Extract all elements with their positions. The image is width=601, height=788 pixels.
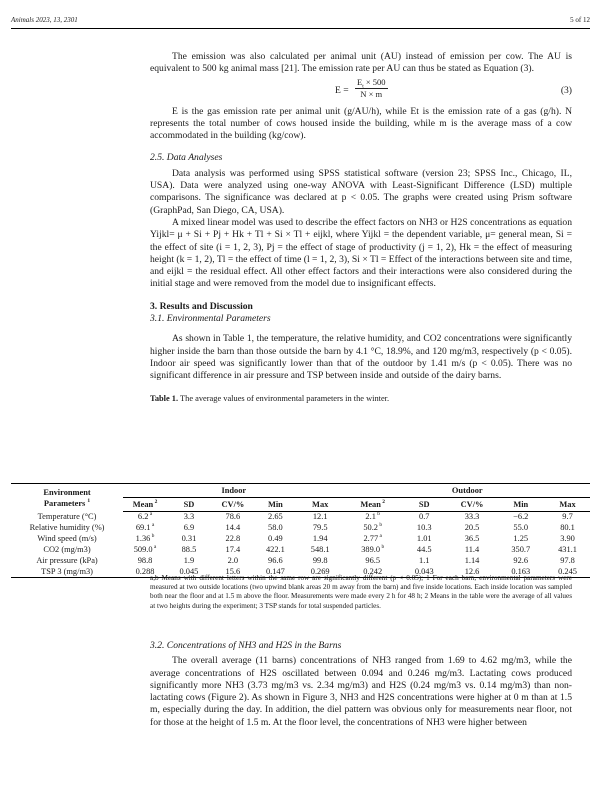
table-row [11,512,590,523]
page-number: 5 of 12 [570,16,590,24]
table-cell: 22.8 [225,534,241,543]
paragraph-data-analysis: Data analysis was performed using SPSS statistical software (version 23; SPSS Inc., Chicago, IL, USA). Data were analyzed using one-way ANOVA with Least-Significant Difference (LSD) multiple comparisons. The significance was declared at p < 0.05. The graphs were created using Prism software (GraphPad, San Diego, CA, USA). [150,167,572,216]
table-cell: 389.0 $^b$ [361,544,385,554]
table-cell: 36.5 [464,534,480,543]
table-cell: 0.269 [310,566,330,576]
section-2-5-heading: 2.5. Data Analyses [150,152,223,164]
table-cell: 10.3 [416,523,432,532]
table-cell: 1.25 [513,534,529,543]
table-col-header: Mean $^2$ [123,498,167,512]
table-1-caption: Table 1. The average values of environmental parameters in the winter. [150,393,390,403]
table-cell: 2.0 [227,556,239,565]
table-cell: 350.7 [511,545,531,554]
table-cell: 99.8 [312,556,328,565]
table-param-header: Environment Parameters $^1$ [43,487,91,508]
table-cell: 55.0 [513,523,529,532]
table-cell: 79.5 [312,523,328,532]
table-cell: 3.3 [183,512,195,522]
table-cell: 80.1 [560,523,575,532]
table-cell: 17.4 [225,545,241,554]
equation-lhs: E = [335,84,349,96]
table-col-header: Max [296,498,345,512]
paragraph-environment: As shown in Table 1, the temperature, the relative humidity, and CO2 concentrations were significantly higher inside the barn than those outside the barn by 4.1 °C, 18.9%, and 120 mg/m3, respectively (p < 0.05). Indoor air speed was significantly lower than that of the outdoor by 1.41 m/s (p < 0.05). There was no significant difference in air pressure and TSP between inside and outside of the dairy barns. [150,333,572,382]
table-cell: 0.245 [558,566,577,576]
table-row [11,545,590,556]
table-cell: 78.6 [225,512,241,522]
journal-citation: Animals 2023, 13, 2301 [11,16,78,24]
table-cell: 0.7 [419,512,430,522]
table-cell: 1.94 [312,534,328,543]
table-param-cell: Temperature (°C) [37,512,97,521]
table-cell: 44.5 [416,545,432,554]
table-cell: 96.6 [268,556,283,565]
table-cell: 58.0 [268,523,283,532]
table-cell: 15.6 [225,566,241,576]
table-cell: 1.14 [464,556,480,565]
table-cell: 548.1 [310,545,330,554]
table-col-header: Mean $^2$ [345,498,401,512]
table-cell: 0.045 [179,566,199,576]
table-outdoor-header: Outdoor [451,485,483,495]
table-cell: 88.5 [181,545,197,554]
running-header [11,14,590,29]
table-cell: 1.9 [183,556,195,565]
table-cell: 20.5 [464,523,480,532]
table-cell: 0.147 [265,566,285,576]
table-col-header: SD [401,498,448,512]
table-cell: 96.5 [365,556,381,565]
paragraph-au: The emission was also calculated per animal unit (AU) instead of emission per cow. The AU is equivalent to 500 kg animal mass [21]. The emission rate per AU can thus be stated as Equation (3). [150,51,572,75]
section-3-2-heading: 3.2. Concentrations of NH3 and H2S in the Barns [150,640,342,651]
table-col-header: Min [496,498,545,512]
table-cell: 33.3 [464,512,480,522]
table-cell: 97.8 [560,556,575,565]
table-cell: 2.65 [268,512,283,522]
table-cell: 92.6 [513,556,529,565]
table-cell: 69.1 $^a$ [135,522,155,532]
table-cell: 11.4 [464,545,480,554]
table-cell: 3.90 [560,534,575,543]
table-row [11,556,590,567]
table-cell: −6.2 [513,512,529,522]
table-cell: 0.242 [363,566,383,576]
table-row [11,534,590,545]
table-cell: 422.1 [265,545,285,554]
equation-number: (3) [560,84,572,96]
table-cell: 9.7 [562,512,573,522]
paragraph-e-definition: E is the gas emission rate per animal unit (g/AU/h), while Et is the emission rate of a gas (g/h). N represents the total number of cows housed inside the building, while m is the average mass of a cow accommodated in the building (kg/cow). [150,105,572,142]
table-param-cell: Relative humidity (%) [29,523,105,532]
table-param-cell: Air pressure (kPa) [36,556,98,565]
table-body [11,512,590,578]
table-cell: 12.6 [464,566,480,576]
table-param-cell: Wind speed (m/s) [37,534,97,543]
table-cell: 0.288 [135,566,155,576]
text-block-top [150,51,572,404]
section-3-heading: 3. Results and Discussion [150,300,253,312]
equation-fraction [355,77,388,100]
table-cell: 1.01 [416,534,432,543]
table-indoor-header: Indoor [221,485,247,495]
table-cell: 1.1 [419,556,430,565]
table-col-header: Max [545,498,590,512]
equation-denominator: N × m [360,88,383,99]
table-cell: 6.2 $^a$ [137,511,153,522]
table-cell: 1.36 $^b$ [135,533,155,543]
table-row [11,523,590,534]
equation-numerator: $E_t \times 500$ [357,76,386,90]
text-block-bottom [150,640,572,729]
table-cell: 509.0 $^a$ [133,544,157,554]
table-cell: 12.1 [312,512,328,522]
table-cell: 6.9 [183,523,195,532]
table-cell: 2.1 $^b$ [365,511,380,522]
table-param-cell: CO2 (mg/m3) [43,545,91,554]
table-col-header: Min [255,498,296,512]
table-cell: 0.163 [511,566,531,576]
table-param-cell: TSP 3 (mg/m3) [41,566,93,576]
section-3-1-heading: 3.1. Environmental Parameters [150,313,271,325]
table-cell: 0.49 [268,534,283,543]
table-col-header: CV/% [448,498,497,512]
table-cell: 98.8 [137,556,153,565]
table-col-header: SD [167,498,211,512]
equation-3 [150,76,572,106]
table-cell: 14.4 [225,523,241,532]
table-col-header: CV/% [211,498,255,512]
table-footnote: a,b Means with different letters within the same row are significantly different (p < 0.05); 1 For each barn, environmental parameters were measured at two outside locations (two upwind blank areas 20 m away from the barn) and five inside locations. Each inside location was sampled both near the floor and at 1.5 m above the floor. Measurements were made every 2 h for 48 h; 2 Means in the table were the average of all values at two heights during the experiment; 3 TSP stands for total suspended particles. [150,574,572,610]
table-cell: 50.2 $^b$ [363,522,383,532]
table-1 [11,483,590,578]
table-cell: 0.043 [414,566,434,576]
paragraph-mixed-model: A mixed linear model was used to describe the effect factors on NH3 or H2S concentrations as equation Yijkl= μ + Si + Pj + Hk + Tl + Si × Tl + eijkl, where Yijkl = the dependent variable, μ= general mean, Si = the effect of site (i = 1, 2, 3), Pj = the effect of stage of productivity (j = 1, 2), Hk = the effect of measuring height (k = 1, 2), Tl = the effect of time (l = 1, 2, 3), Si × Tl = Effect of the interactions between site and time, and eijkl = the residual effect. All other effect factors and their interactions were also considered during the initial stage and were removed from the model due to insignificant effects. [150,216,572,290]
table-cell: 0.31 [181,534,197,543]
table-cell: 2.77 $^a$ [363,533,382,543]
table-cell: 431.1 [558,545,577,554]
paragraph-concentrations: The overall average (11 barns) concentrations of NH3 ranged from 1.69 to 4.62 mg/m3, while the average concentrations of H2S oscillated between 0.094 and 0.246 mg/m3. Lactating cows produced significantly more NH3 (3.73 mg/m3 vs. 2.34 mg/m3) and H2S (0.24 mg/m3 vs. 0.14 mg/m3) than non-lactating cows (Figure 2). As shown in Figure 3, NH3 and H2S concentrations were higher at 0 m than at 1.5 m, especially during the day. In addition, the diel pattern was obvious only for measurements near floor, not for those at the height of 1.5 m. At the floor level, the concentrations of NH3 were higher between [150,655,572,728]
